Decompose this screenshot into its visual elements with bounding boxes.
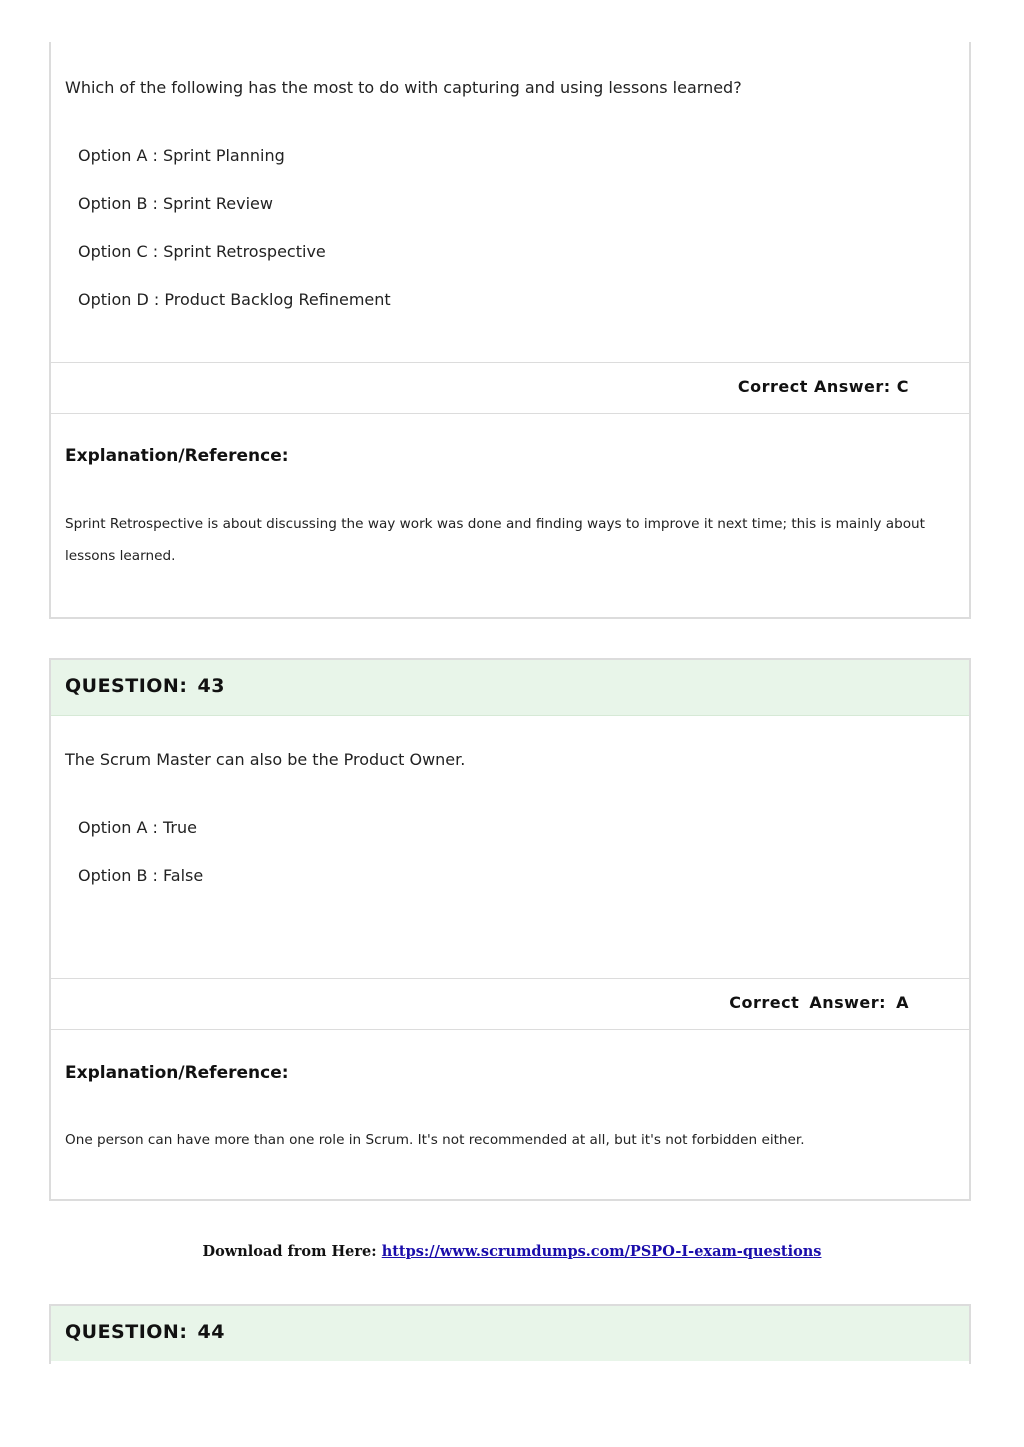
correct-answer-row [51,978,969,1030]
download-link[interactable]: https://www.scrumdumps.com/PSPO-I-exam-questions [381,1243,822,1260]
question-header [51,1306,969,1361]
explanation-title: Explanation/Reference: [65,1063,289,1083]
question-card-44 [49,1304,971,1364]
question-text: The Scrum Master can also be the Product Owner. [65,750,466,769]
option-b: Option B : False [78,866,204,885]
question-number: QUESTION: 44 [65,1321,225,1343]
question-header [51,660,969,716]
explanation-text: One person can have more than one role in Scrum. It's not recommended at all, but it's not forbidden either. [65,1132,805,1148]
question-text: Which of the following has the most to do with capturing and using lessons learned? [65,78,742,97]
option-c: Option C : Sprint Retrospective [78,242,326,261]
explanation-title: Explanation/Reference: [65,446,289,466]
correct-answer-row [51,362,969,414]
option-a: Option A : True [78,818,197,837]
question-card-43 [49,658,971,1201]
correct-answer: Correct Answer: A [729,993,909,1012]
explanation-text: Sprint Retrospective is about discussing the way work was done and finding ways to improve it next time; this is mainly about lessons learned. [65,516,925,564]
option-d: Option D : Product Backlog Refinement [78,290,391,309]
option-a: Option A : Sprint Planning [78,146,285,165]
question-card-42 [49,42,971,619]
correct-answer: Correct Answer: C [737,377,909,396]
download-line [0,1243,1024,1260]
question-number: QUESTION: 43 [65,675,225,697]
download-label: Download from Here: [202,1243,377,1260]
option-b: Option B : Sprint Review [78,194,273,213]
